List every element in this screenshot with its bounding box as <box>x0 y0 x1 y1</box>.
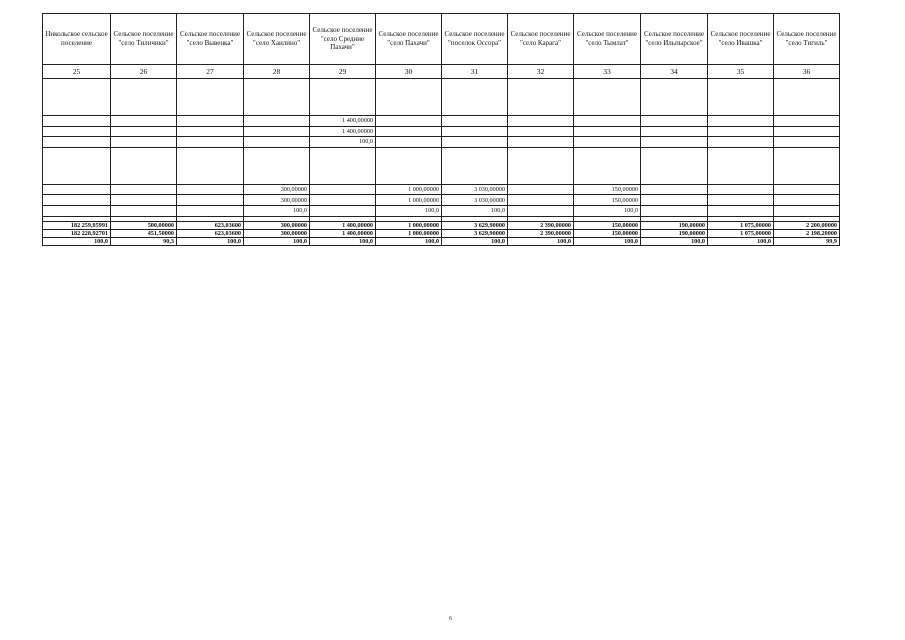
table-cell: 1 400,00000 <box>310 116 376 127</box>
table-cell <box>641 79 708 116</box>
table-row <box>43 137 840 148</box>
table-cell <box>774 205 840 216</box>
table-cell: 2 390,00000 <box>508 229 574 237</box>
table-cell: 100,0 <box>508 237 574 245</box>
table-cell: 500,00000 <box>111 221 177 229</box>
table-row <box>43 221 840 229</box>
table-cell <box>641 195 708 206</box>
table-cell <box>442 79 508 116</box>
table-cell <box>442 116 508 127</box>
table-row <box>43 184 840 195</box>
table-cell: 300,00000 <box>244 221 310 229</box>
column-header: Сельское поселение "село Тымлат" <box>574 14 641 65</box>
table-cell <box>111 79 177 116</box>
table-cell: 2 198,20000 <box>774 229 840 237</box>
column-header: Сельское поселение "село Ильпырское" <box>641 14 708 65</box>
table-cell <box>508 184 574 195</box>
table-cell <box>43 184 111 195</box>
table-cell <box>442 147 508 184</box>
table-cell <box>111 137 177 148</box>
column-number: 31 <box>442 65 508 79</box>
table-cell: 90,3 <box>111 237 177 245</box>
table-cell: 1 400,00000 <box>310 221 376 229</box>
column-number: 26 <box>111 65 177 79</box>
budget-table <box>42 13 840 246</box>
column-header: Сельское поселение "село Тиличики" <box>111 14 177 65</box>
table-cell <box>774 116 840 127</box>
column-header: Сельское поселение "село Карага" <box>508 14 574 65</box>
table-cell: 1 075,00000 <box>708 229 774 237</box>
table-cell: 623,03600 <box>177 229 244 237</box>
table-cell <box>508 116 574 127</box>
table-cell <box>574 116 641 127</box>
table-cell: 1 000,00000 <box>376 195 442 206</box>
table-cell <box>708 147 774 184</box>
table-cell <box>310 147 376 184</box>
table-cell <box>774 195 840 206</box>
column-number-row <box>43 65 840 79</box>
table-cell <box>641 126 708 137</box>
column-header: Сельское поселение "село Средние Пахачи" <box>310 14 376 65</box>
table-cell <box>641 137 708 148</box>
table-cell <box>43 126 111 137</box>
table-cell <box>244 79 310 116</box>
table-cell <box>177 195 244 206</box>
table-cell <box>43 79 111 116</box>
column-number: 35 <box>708 65 774 79</box>
table-cell: 100,0 <box>310 237 376 245</box>
table-cell: 1 400,00000 <box>310 229 376 237</box>
table-cell <box>774 137 840 148</box>
table-cell <box>708 79 774 116</box>
table-cell <box>708 184 774 195</box>
column-header: Сельское поселение "село Ивашка" <box>708 14 774 65</box>
table-cell: 190,00000 <box>641 221 708 229</box>
table-cell: 100,0 <box>574 205 641 216</box>
column-number: 33 <box>574 65 641 79</box>
table-cell <box>574 79 641 116</box>
table-cell <box>508 147 574 184</box>
table-cell: 300,00000 <box>244 184 310 195</box>
budget-table-sheet <box>42 13 840 246</box>
column-header: Сельское поселение "село Тигиль" <box>774 14 840 65</box>
table-cell <box>111 147 177 184</box>
table-cell <box>442 126 508 137</box>
table-cell <box>508 126 574 137</box>
table-cell <box>641 205 708 216</box>
table-cell <box>641 184 708 195</box>
table-cell <box>111 126 177 137</box>
column-header: Сельское поселение "село Вывенка" <box>177 14 244 65</box>
table-cell: 2 200,00000 <box>774 221 840 229</box>
table-cell: 300,00000 <box>244 195 310 206</box>
table-cell: 100,0 <box>43 237 111 245</box>
table-cell <box>442 137 508 148</box>
table-cell: 150,00000 <box>574 184 641 195</box>
table-cell <box>310 195 376 206</box>
table-cell: 1 000,00000 <box>376 184 442 195</box>
table-cell: 100,0 <box>442 237 508 245</box>
table-cell: 100,0 <box>442 205 508 216</box>
table-cell: 2 390,00000 <box>508 221 574 229</box>
table-cell: 300,00000 <box>244 229 310 237</box>
table-cell: 451,50000 <box>111 229 177 237</box>
table-cell: 150,00000 <box>574 229 641 237</box>
table-row <box>43 126 840 137</box>
table-cell <box>641 147 708 184</box>
table-cell <box>244 147 310 184</box>
table-cell <box>376 126 442 137</box>
table-cell <box>177 116 244 127</box>
table-cell: 100,0 <box>376 237 442 245</box>
table-cell <box>177 79 244 116</box>
table-row <box>43 147 840 184</box>
column-header: Сельское поселение "поселок Оссора" <box>442 14 508 65</box>
column-number: 36 <box>774 65 840 79</box>
table-row <box>43 229 840 237</box>
table-cell: 623,03600 <box>177 221 244 229</box>
table-cell <box>508 79 574 116</box>
table-cell <box>111 184 177 195</box>
table-cell <box>111 116 177 127</box>
column-header: Никольское сельское поселение <box>43 14 111 65</box>
column-number: 32 <box>508 65 574 79</box>
table-cell <box>708 137 774 148</box>
table-cell: 3 629,90000 <box>442 221 508 229</box>
table-cell: 1 000,00000 <box>376 229 442 237</box>
table-cell <box>774 126 840 137</box>
table-cell <box>310 79 376 116</box>
table-cell <box>244 137 310 148</box>
table-cell <box>574 126 641 137</box>
table-cell: 3 629,90000 <box>442 229 508 237</box>
table-cell: 3 030,00000 <box>442 184 508 195</box>
table-cell <box>376 147 442 184</box>
table-row <box>43 237 840 245</box>
table-cell <box>376 137 442 148</box>
table-cell: 100,0 <box>177 237 244 245</box>
column-header: Сельское поселение "село Хаилино" <box>244 14 310 65</box>
table-cell: 190,00000 <box>641 229 708 237</box>
table-cell <box>708 126 774 137</box>
header-row <box>43 14 840 65</box>
column-number: 29 <box>310 65 376 79</box>
table-cell <box>43 195 111 206</box>
table-cell: 100,0 <box>244 237 310 245</box>
table-cell <box>310 184 376 195</box>
table-cell: 150,00000 <box>574 195 641 206</box>
table-cell <box>574 137 641 148</box>
table-cell <box>774 79 840 116</box>
table-cell <box>43 147 111 184</box>
table-cell <box>244 126 310 137</box>
column-number: 28 <box>244 65 310 79</box>
table-cell: 3 030,00000 <box>442 195 508 206</box>
table-cell <box>111 205 177 216</box>
table-cell: 100,0 <box>376 205 442 216</box>
table-cell <box>774 184 840 195</box>
table-cell <box>376 116 442 127</box>
table-cell <box>310 205 376 216</box>
table-cell <box>508 137 574 148</box>
table-cell <box>43 137 111 148</box>
table-cell <box>177 137 244 148</box>
column-number: 34 <box>641 65 708 79</box>
table-cell <box>111 195 177 206</box>
table-cell <box>376 79 442 116</box>
table-cell: 100,0 <box>244 205 310 216</box>
table-cell: 1 000,00000 <box>376 221 442 229</box>
table-cell <box>244 116 310 127</box>
table-row <box>43 79 840 116</box>
table-cell <box>177 126 244 137</box>
table-row <box>43 195 840 206</box>
table-cell <box>43 205 111 216</box>
table-cell <box>508 205 574 216</box>
table-row <box>43 116 840 127</box>
table-cell <box>177 184 244 195</box>
table-cell <box>641 116 708 127</box>
page-number: 6 <box>449 616 452 622</box>
table-cell: 100,0 <box>310 137 376 148</box>
table-cell: 100,0 <box>574 237 641 245</box>
table-cell <box>708 205 774 216</box>
table-cell: 150,00000 <box>574 221 641 229</box>
table-cell <box>508 195 574 206</box>
table-cell <box>708 116 774 127</box>
column-number: 30 <box>376 65 442 79</box>
table-cell: 100,0 <box>641 237 708 245</box>
table-cell <box>177 147 244 184</box>
table-cell: 1 075,00000 <box>708 221 774 229</box>
table-cell: 182 228,92701 <box>43 229 111 237</box>
table-cell <box>574 147 641 184</box>
table-row <box>43 205 840 216</box>
table-cell <box>774 147 840 184</box>
table-cell: 100,0 <box>708 237 774 245</box>
column-number: 27 <box>177 65 244 79</box>
table-cell <box>43 116 111 127</box>
column-header: Сельское поселение "село Пахачи" <box>376 14 442 65</box>
column-number: 25 <box>43 65 111 79</box>
table-cell <box>708 195 774 206</box>
table-cell <box>177 205 244 216</box>
table-cell: 1 400,00000 <box>310 126 376 137</box>
table-cell: 182 259,05991 <box>43 221 111 229</box>
table-cell: 99,9 <box>774 237 840 245</box>
